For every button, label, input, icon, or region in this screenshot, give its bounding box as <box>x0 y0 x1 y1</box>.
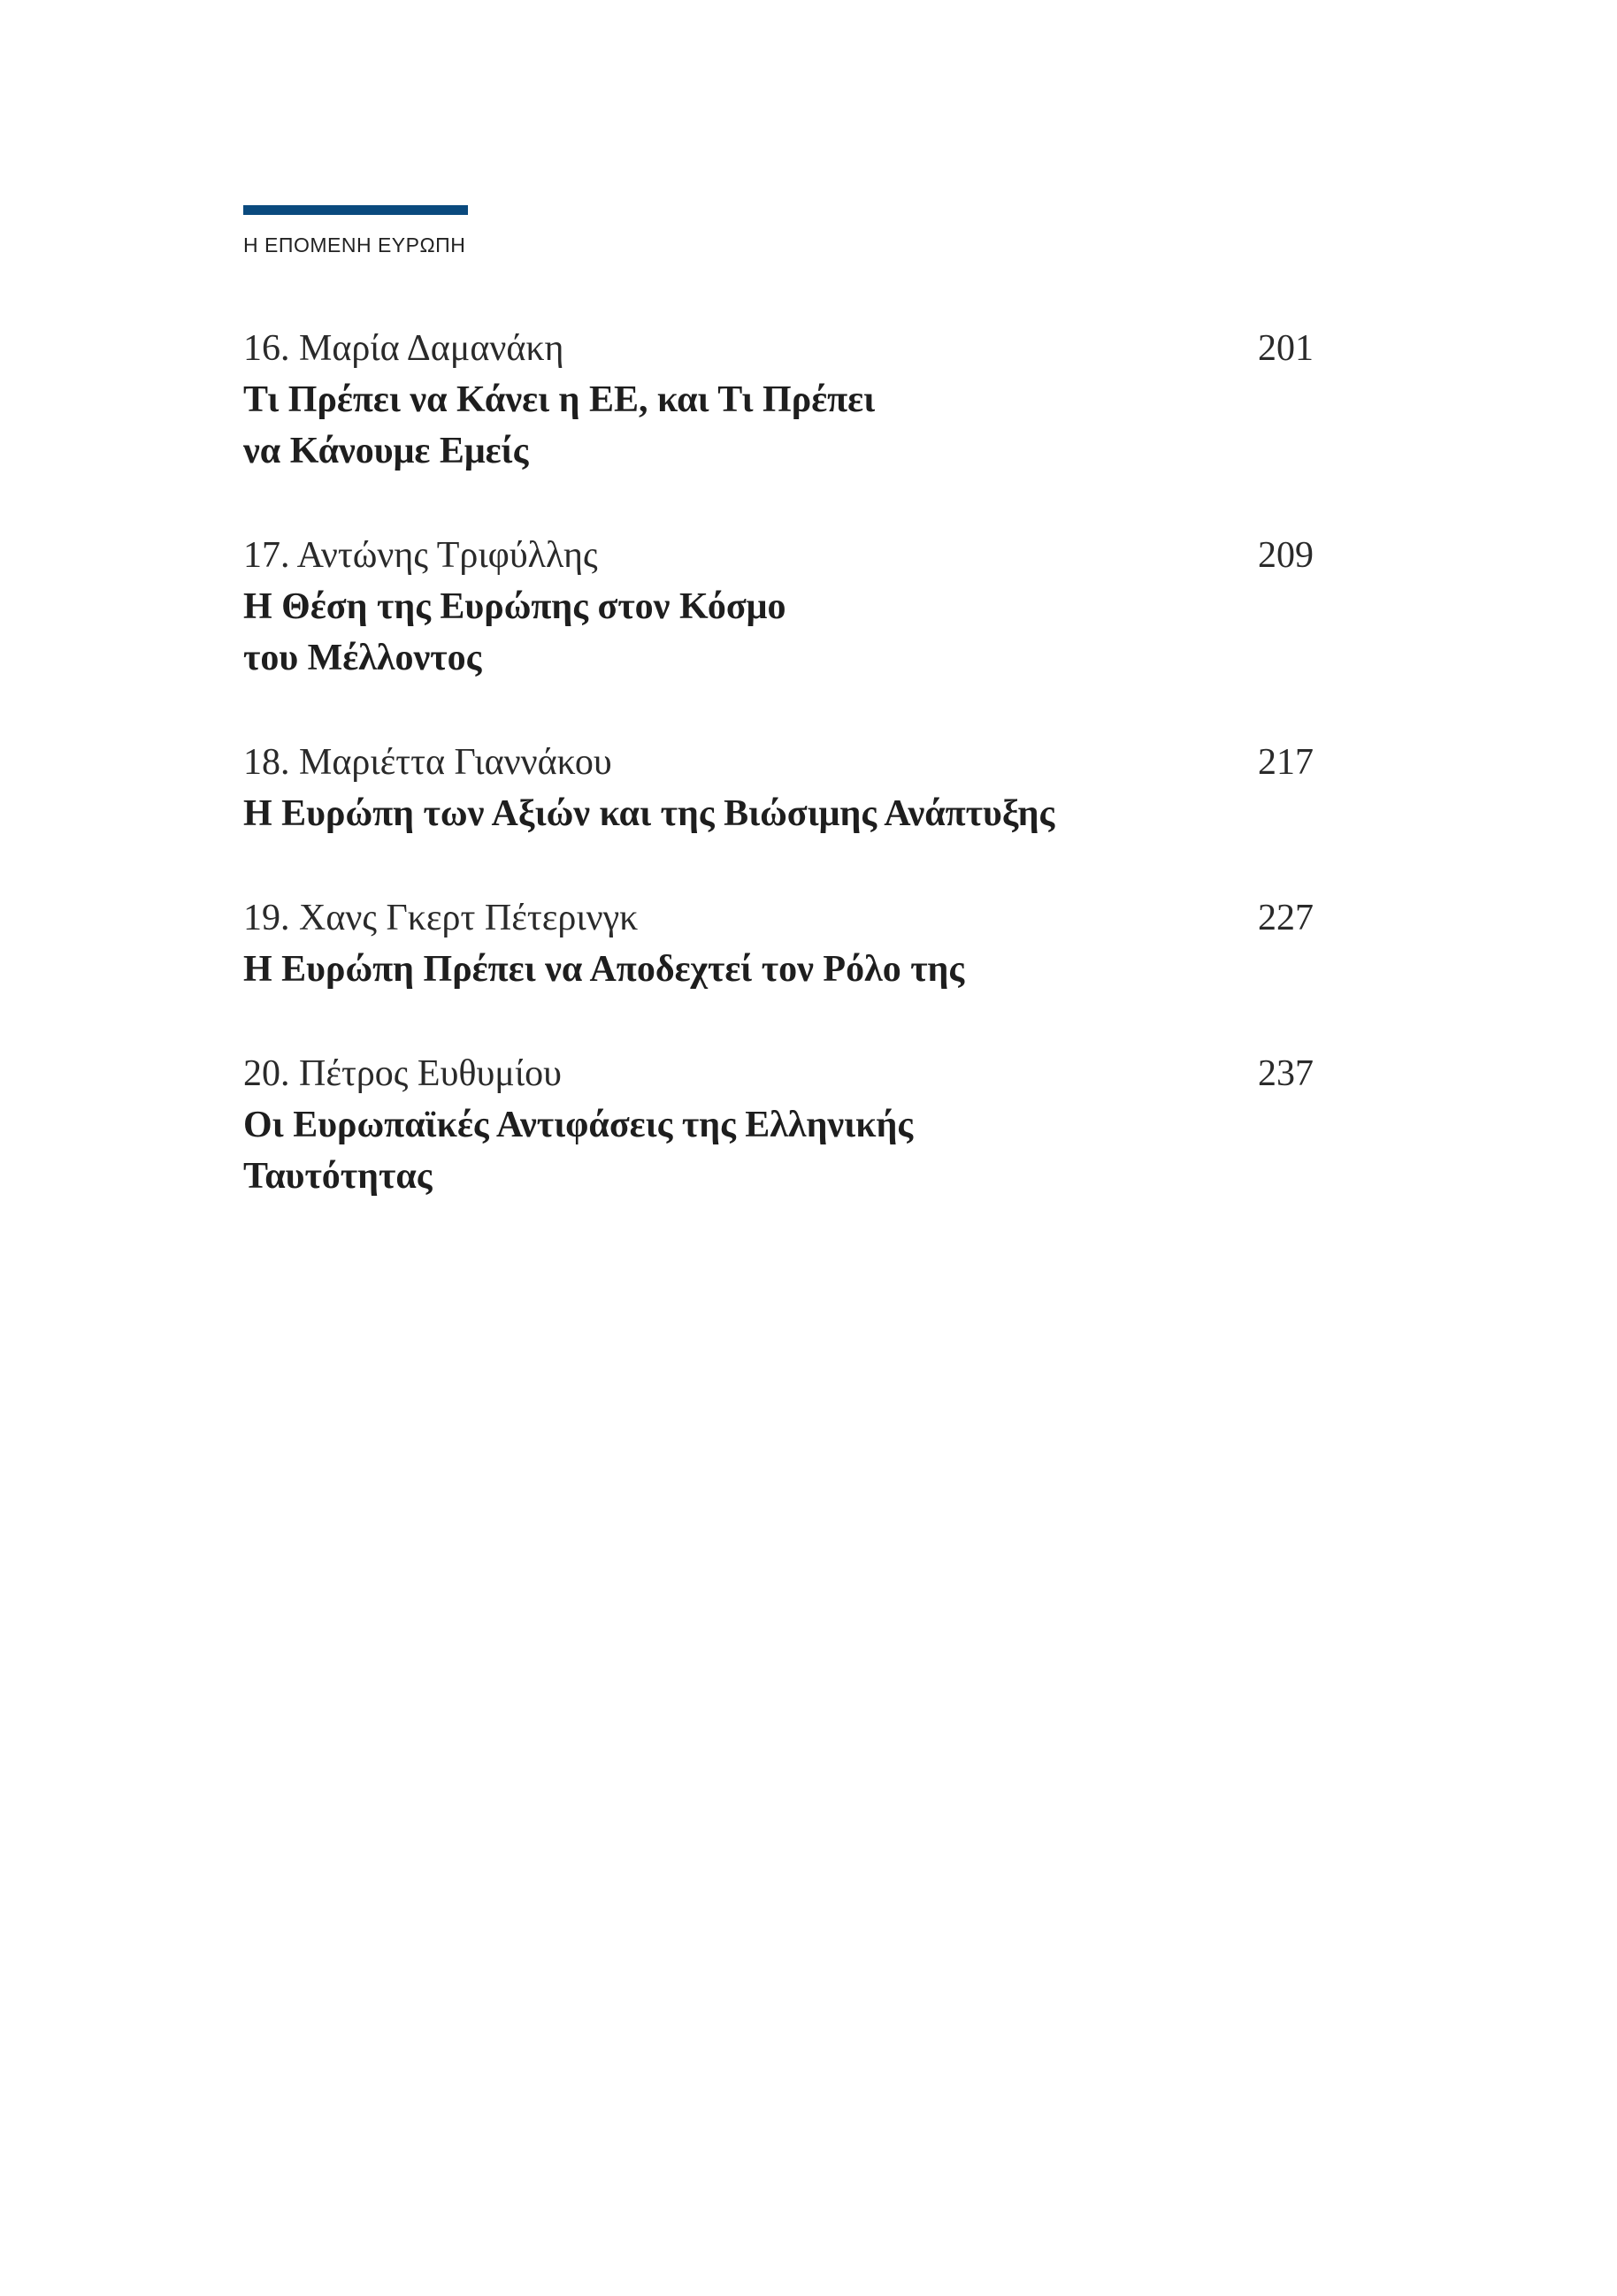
entry-title: Η Ευρώπη Πρέπει να Αποδεχτεί τον Ρόλο της <box>243 949 965 990</box>
running-head: Η ΕΠΟΜΕΝΗ ΕΥΡΩΠΗ <box>243 233 466 256</box>
toc-entry-head <box>243 892 1314 944</box>
toc-entry-head <box>243 737 1314 788</box>
toc-entry-head <box>243 323 1314 374</box>
entry-author: 17. Αντώνης Τριφύλλης <box>243 535 598 576</box>
entry-page-number: 227 <box>1258 898 1314 938</box>
entry-title: Η Ευρώπη των Αξιών και της Βιώσιμης Ανάπτυξης <box>243 793 1055 834</box>
toc-entry <box>243 1048 1314 1202</box>
toc-entry <box>243 892 1314 995</box>
entry-page-number: 217 <box>1258 742 1314 783</box>
table-of-contents <box>243 323 1314 1255</box>
header-accent-rule <box>243 205 468 215</box>
entry-title: Οι Ευρωπαϊκές Αντιφάσεις της Ελληνικής Ταυτότητας <box>243 1105 914 1197</box>
entry-page-number: 237 <box>1258 1053 1314 1094</box>
toc-entry-head <box>243 530 1314 581</box>
entry-page-number: 201 <box>1258 328 1314 369</box>
toc-entry <box>243 737 1314 839</box>
entry-author: 18. Μαριέττα Γιαννάκου <box>243 742 612 783</box>
entry-title: Τι Πρέπει να Κάνει η ΕΕ, και Τι Πρέπει να Κάνουμε Εμείς <box>243 379 876 471</box>
toc-entry-head <box>243 1048 1314 1099</box>
entry-author: 16. Μαρία Δαμανάκη <box>243 328 564 369</box>
entry-author: 19. Χανς Γκερτ Πέτερινγκ <box>243 898 639 938</box>
entry-page-number: 209 <box>1258 535 1314 576</box>
toc-entry <box>243 530 1314 684</box>
entry-title: Η Θέση της Ευρώπης στον Κόσμο του Μέλλοντος <box>243 586 786 678</box>
entry-author: 20. Πέτρος Ευθυμίου <box>243 1053 562 1094</box>
toc-entry <box>243 323 1314 477</box>
